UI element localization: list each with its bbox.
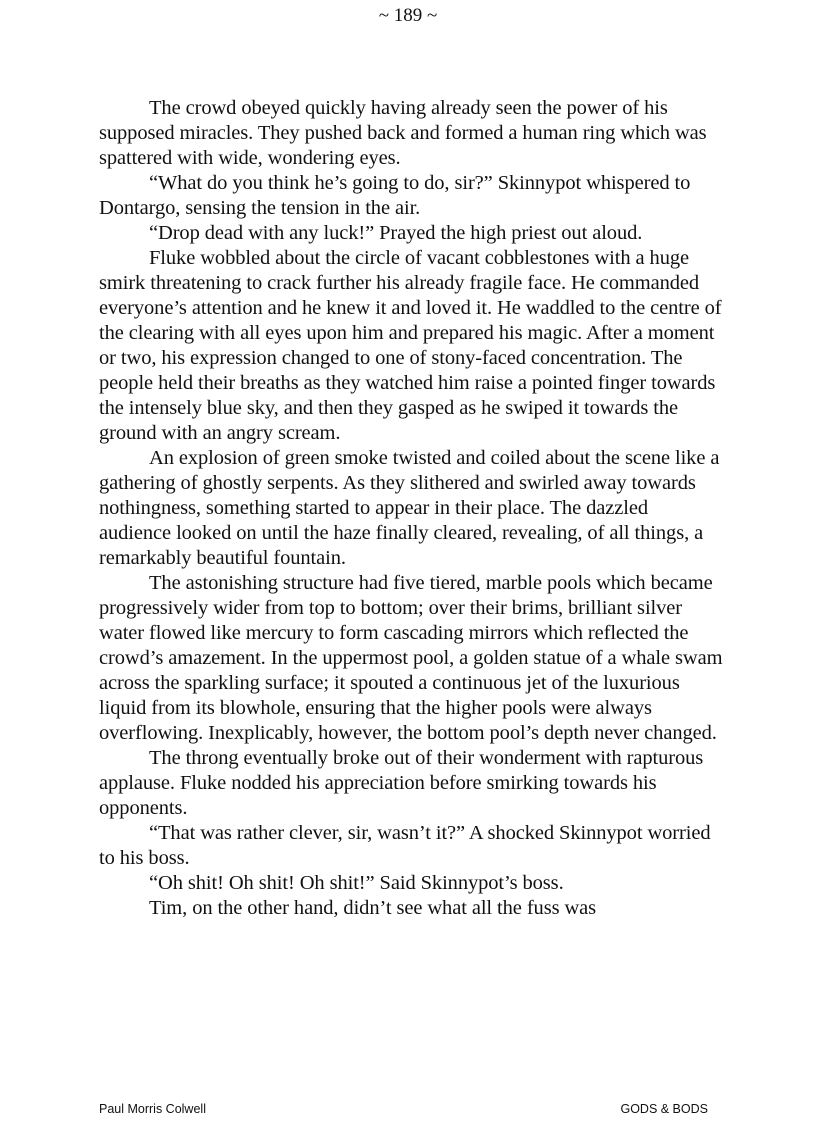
body-text	[99, 96, 724, 921]
paragraph: The crowd obeyed quickly having already seen the power of his supposed miracles. They pushed back and formed a human ring which was spattered with wide, wondering eyes.	[99, 97, 707, 169]
paragraph: “Oh shit! Oh shit! Oh shit!” Said Skinnypot’s boss.	[149, 872, 564, 894]
footer-author: Paul Morris Colwell	[99, 1102, 206, 1116]
paragraph: Fluke wobbled about the circle of vacant cobblestones with a huge smirk threatening to crack further his already fragile face. He commanded everyone’s attention and he knew it and loved it. He waddled to the centre of the clearing with all eyes upon him and prepared his magic. After a moment or two, his expression changed to one of stony-faced concentration. The people held their breaths as they watched him raise a pointed finger towards the intensely blue sky, and then they gasped as he swiped it towards the ground with an angry scream.	[99, 247, 722, 444]
paragraph: “Drop dead with any luck!” Prayed the high priest out aloud.	[149, 222, 643, 244]
page-number: ~ 189 ~	[378, 5, 438, 26]
paragraph: Tim, on the other hand, didn’t see what all the fuss was	[149, 897, 597, 919]
footer-book-title: GODS & BODS	[620, 1102, 708, 1116]
paragraph: The throng eventually broke out of their wonderment with rapturous applause. Fluke nodded his appreciation before smirking towards his opponents.	[99, 747, 704, 819]
paragraph: The astonishing structure had five tiered, marble pools which became progressively wider from top to bottom; over their brims, brilliant silver water flowed like mercury to form cascading mirrors which reflected the crowd’s amazement. In the uppermost pool, a golden statue of a whale swam across the sparkling surface; it spouted a continuous jet of the luxurious liquid from its blowhole, ensuring that the higher pools were always overflowing. Inexplicably, however, the bottom pool’s depth never changed.	[99, 572, 723, 744]
paragraph: An explosion of green smoke twisted and coiled about the scene like a gathering of ghostly serpents. As they slithered and swirled away towards nothingness, something started to appear in their place. The dazzled audience looked on until the haze finally cleared, revealing, of all things, a remarkably beautiful fountain.	[99, 447, 720, 569]
paragraph: “That was rather clever, sir, wasn’t it?” A shocked Skinnypot worried to his boss.	[99, 822, 711, 869]
paragraph: “What do you think he’s going to do, sir?” Skinnypot whispered to Dontargo, sensing the tension in the air.	[99, 172, 691, 219]
